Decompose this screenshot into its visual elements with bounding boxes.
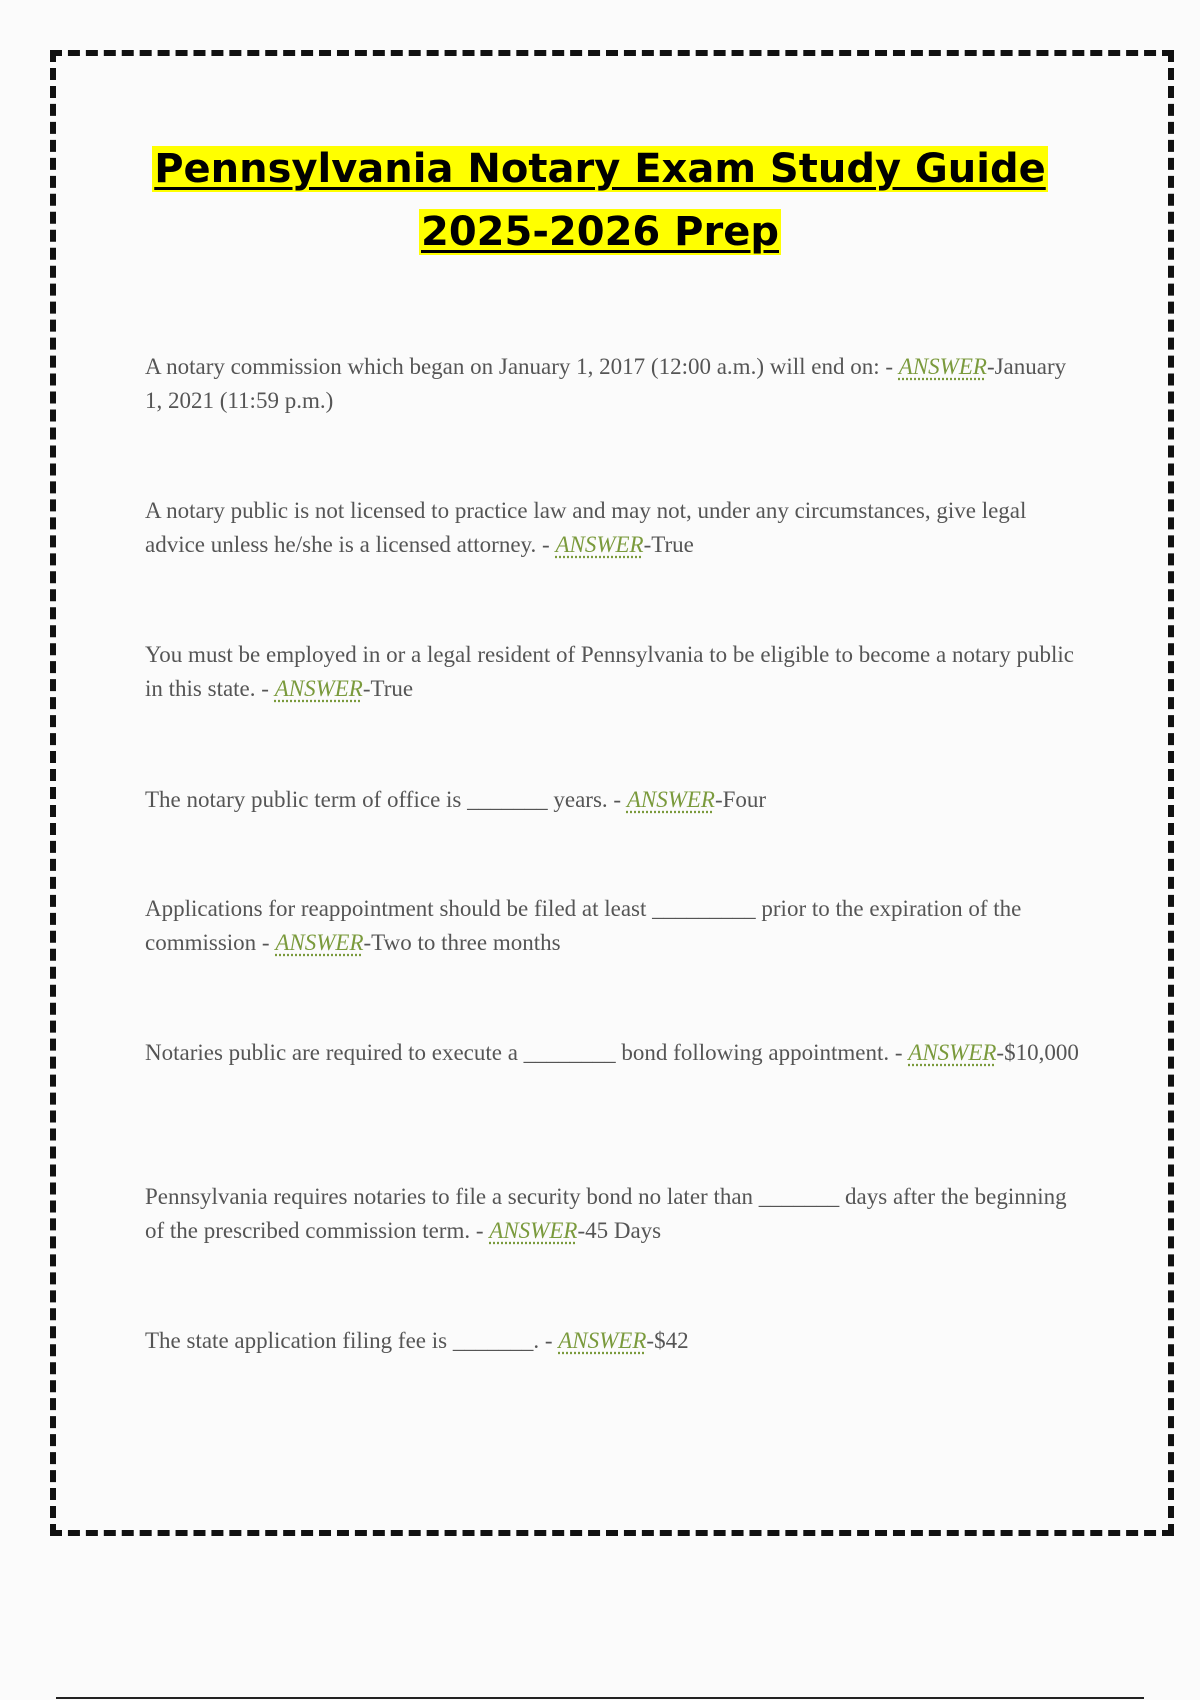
answer-label: ANSWER xyxy=(555,532,644,557)
answer-label: ANSWER xyxy=(908,1040,997,1065)
answer-text: -True xyxy=(362,676,414,701)
answer-text: -45 Days xyxy=(577,1218,662,1243)
answer-label: ANSWER xyxy=(898,354,987,379)
answer-text: -True xyxy=(643,532,694,557)
question-text: The notary public term of office is _______ years. - xyxy=(145,787,627,812)
qa-item xyxy=(145,1036,1085,1070)
answer-label: ANSWER xyxy=(489,1218,578,1243)
answer-text: -Two to three months xyxy=(363,930,561,955)
qa-item xyxy=(145,783,1085,817)
answer-label: ANSWER xyxy=(558,1328,647,1353)
document-title xyxy=(0,138,1200,264)
qa-item xyxy=(145,1180,1085,1248)
answer-label: ANSWER xyxy=(274,676,363,701)
question-text: You must be employed in or a legal resident of Pennsylvania to be eligible to become a notary public in this state. - xyxy=(145,642,1074,701)
answer-label: ANSWER xyxy=(626,787,715,812)
qa-item xyxy=(145,350,1085,418)
question-text: Pennsylvania requires notaries to file a security bond no later than _______ days after the beginning of the prescribed commission term. - xyxy=(145,1184,1067,1243)
answer-text: -January 1, 2021 (11:59 p.m.) xyxy=(145,354,1067,413)
answer-text: -$42 xyxy=(646,1328,689,1353)
title-line-1: Pennsylvania Notary Exam Study Guide xyxy=(154,146,1046,192)
qa-item xyxy=(145,494,1085,562)
question-text: Notaries public are required to execute a ________ bond following appointment. - xyxy=(145,1040,909,1065)
question-text: A notary commission which began on January 1, 2017 (12:00 a.m.) will end on: - xyxy=(145,354,899,379)
footer-divider xyxy=(56,1697,1144,1699)
answer-label: ANSWER xyxy=(275,930,364,955)
question-text: Applications for reappointment should be filed at least _________ prior to the expiration of the commission - xyxy=(145,896,1022,955)
qa-item xyxy=(145,638,1085,706)
title-line-2: 2025-2026 Prep xyxy=(421,209,779,255)
answer-text: -$10,000 xyxy=(996,1040,1079,1065)
answer-text: -Four xyxy=(714,787,767,812)
question-text: The state application filing fee is _______. - xyxy=(145,1328,559,1353)
question-text: A notary public is not licensed to practice law and may not, under any circumstances, give legal advice unless he/she is a licensed attorney. - xyxy=(145,498,1027,557)
qa-item xyxy=(145,1324,1085,1358)
qa-item xyxy=(145,892,1085,960)
